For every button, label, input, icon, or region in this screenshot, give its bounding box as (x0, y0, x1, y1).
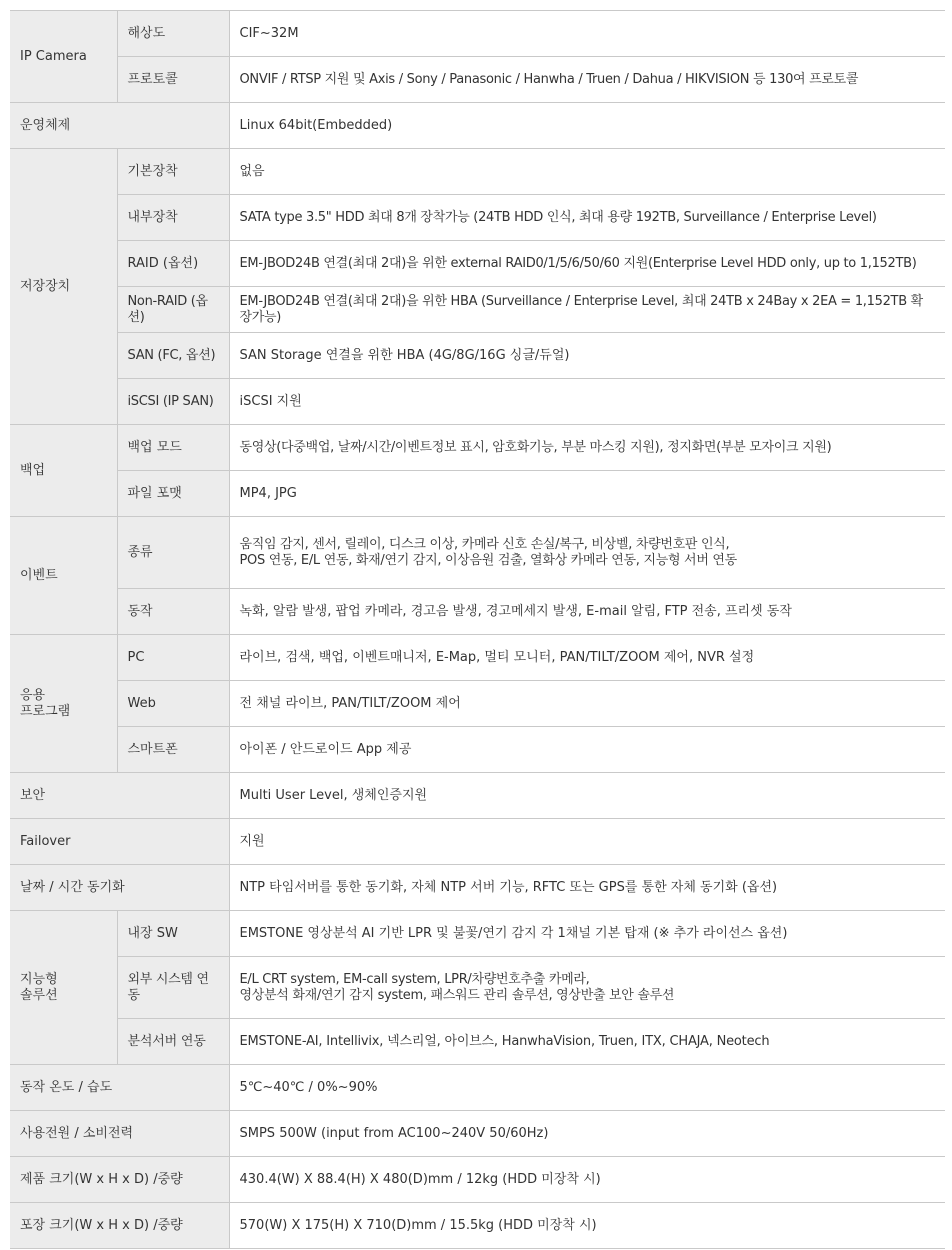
category-label: 이벤트 (10, 517, 117, 635)
category-label: IP Camera (10, 11, 117, 103)
category-label: 날짜 / 시간 동기화 (10, 865, 229, 911)
table-row (10, 727, 945, 773)
table-row (10, 195, 945, 241)
spec-value: 5℃~40℃ / 0%~90% (229, 1065, 945, 1111)
spec-value: ONVIF / RTSP 지원 및 Axis / Sony / Panasonic / Hanwha / Truen / Dahua / HIKVISION 등 130여 프로토콜 (229, 57, 945, 103)
category-label: 운영체제 (10, 103, 229, 149)
spec-table (10, 10, 945, 1249)
table-row (10, 865, 945, 911)
spec-value: MP4, JPG (229, 471, 945, 517)
table-row (10, 471, 945, 517)
table-row (10, 911, 945, 957)
table-row (10, 379, 945, 425)
subcategory-label: RAID (옵션) (117, 241, 229, 287)
table-row (10, 635, 945, 681)
table-row (10, 425, 945, 471)
spec-value: SMPS 500W (input from AC100~240V 50/60Hz) (229, 1111, 945, 1157)
spec-value: EM-JBOD24B 연결(최대 2대)을 위한 HBA (Surveillance / Enterprise Level, 최대 24TB x 24Bay x 2EA = 1,152TB 확장가능) (229, 287, 945, 333)
table-row (10, 773, 945, 819)
spec-value: EMSTONE 영상분석 AI 기반 LPR 및 불꽃/연기 감지 각 1채널 기본 탑재 (※ 추가 라이선스 옵션) (229, 911, 945, 957)
subcategory-label: 내부장착 (117, 195, 229, 241)
spec-value: NTP 타임서버를 통한 동기화, 자체 NTP 서버 기능, RFTC 또는 GPS를 통한 자체 동기화 (옵션) (229, 865, 945, 911)
table-row (10, 149, 945, 195)
subcategory-label: PC (117, 635, 229, 681)
table-row (10, 1157, 945, 1203)
category-label: 포장 크기(W x H x D) /중량 (10, 1203, 229, 1249)
spec-value: 지원 (229, 819, 945, 865)
subcategory-label: 동작 (117, 589, 229, 635)
spec-value: E/L CRT system, EM-call system, LPR/차량번호추출 카메라, 영상분석 화재/연기 감지 system, 패스워드 관리 솔루션, 영상반출 보안 솔루션 (229, 957, 945, 1019)
spec-value: SATA type 3.5" HDD 최대 8개 장착가능 (24TB HDD 인식, 최대 용량 192TB, Surveillance / Enterprise Level) (229, 195, 945, 241)
table-row (10, 681, 945, 727)
spec-value: 움직임 감지, 센서, 릴레이, 디스크 이상, 카메라 신호 손실/복구, 비상벨, 차량번호판 인식, POS 연동, E/L 연동, 화재/연기 감지, 이상음원 검출, 열화상 카메라 연동, 지능형 서버 연동 (229, 517, 945, 589)
table-row (10, 1111, 945, 1157)
subcategory-label: 파일 포맷 (117, 471, 229, 517)
table-row (10, 57, 945, 103)
table-row (10, 819, 945, 865)
subcategory-label: Non-RAID (옵션) (117, 287, 229, 333)
subcategory-label: 내장 SW (117, 911, 229, 957)
spec-value: Multi User Level, 생체인증지원 (229, 773, 945, 819)
subcategory-label: Web (117, 681, 229, 727)
spec-value: Linux 64bit(Embedded) (229, 103, 945, 149)
spec-value: 570(W) X 175(H) X 710(D)mm / 15.5kg (HDD 미장착 시) (229, 1203, 945, 1249)
table-row (10, 287, 945, 333)
category-label: 보안 (10, 773, 229, 819)
category-label: 응용 프로그램 (10, 635, 117, 773)
subcategory-label: 기본장착 (117, 149, 229, 195)
table-row (10, 517, 945, 589)
table-row (10, 1203, 945, 1249)
table-row (10, 333, 945, 379)
subcategory-label: SAN (FC, 옵션) (117, 333, 229, 379)
spec-value: CIF~32M (229, 11, 945, 57)
category-label: 지능형 솔루션 (10, 911, 117, 1065)
subcategory-label: 스마트폰 (117, 727, 229, 773)
category-label: 사용전원 / 소비전력 (10, 1111, 229, 1157)
category-label: 저장장치 (10, 149, 117, 425)
category-label: 제품 크기(W x H x D) /중량 (10, 1157, 229, 1203)
subcategory-label: 외부 시스템 연동 (117, 957, 229, 1019)
category-label: 동작 온도 / 습도 (10, 1065, 229, 1111)
spec-value: 전 채널 라이브, PAN/TILT/ZOOM 제어 (229, 681, 945, 727)
spec-value: 아이폰 / 안드로이드 App 제공 (229, 727, 945, 773)
spec-value: 동영상(다중백업, 날짜/시간/이벤트정보 표시, 암호화기능, 부분 마스킹 지원), 정지화면(부분 모자이크 지원) (229, 425, 945, 471)
spec-value: 라이브, 검색, 백업, 이벤트매니저, E-Map, 멀티 모니터, PAN/TILT/ZOOM 제어, NVR 설정 (229, 635, 945, 681)
subcategory-label: 해상도 (117, 11, 229, 57)
table-row (10, 957, 945, 1019)
table-row (10, 241, 945, 287)
spec-value: EM-JBOD24B 연결(최대 2대)을 위한 external RAID0/1/5/6/50/60 지원(Enterprise Level HDD only, up to 1,152TB) (229, 241, 945, 287)
spec-value: 430.4(W) X 88.4(H) X 480(D)mm / 12kg (HDD 미장착 시) (229, 1157, 945, 1203)
table-row (10, 11, 945, 57)
subcategory-label: iSCSI (IP SAN) (117, 379, 229, 425)
spec-value: iSCSI 지원 (229, 379, 945, 425)
subcategory-label: 백업 모드 (117, 425, 229, 471)
category-label: 백업 (10, 425, 117, 517)
subcategory-label: 분석서버 연동 (117, 1019, 229, 1065)
spec-value: 없음 (229, 149, 945, 195)
table-row (10, 103, 945, 149)
category-label: Failover (10, 819, 229, 865)
table-row (10, 589, 945, 635)
spec-value: 녹화, 알람 발생, 팝업 카메라, 경고음 발생, 경고메세지 발생, E-mail 알림, FTP 전송, 프리셋 동작 (229, 589, 945, 635)
table-row (10, 1019, 945, 1065)
spec-value: EMSTONE-AI, Intellivix, 넥스리얼, 아이브스, HanwhaVision, Truen, ITX, CHAJA, Neotech (229, 1019, 945, 1065)
table-row (10, 1065, 945, 1111)
subcategory-label: 프로토콜 (117, 57, 229, 103)
subcategory-label: 종류 (117, 517, 229, 589)
spec-value: SAN Storage 연결을 위한 HBA (4G/8G/16G 싱글/듀얼) (229, 333, 945, 379)
